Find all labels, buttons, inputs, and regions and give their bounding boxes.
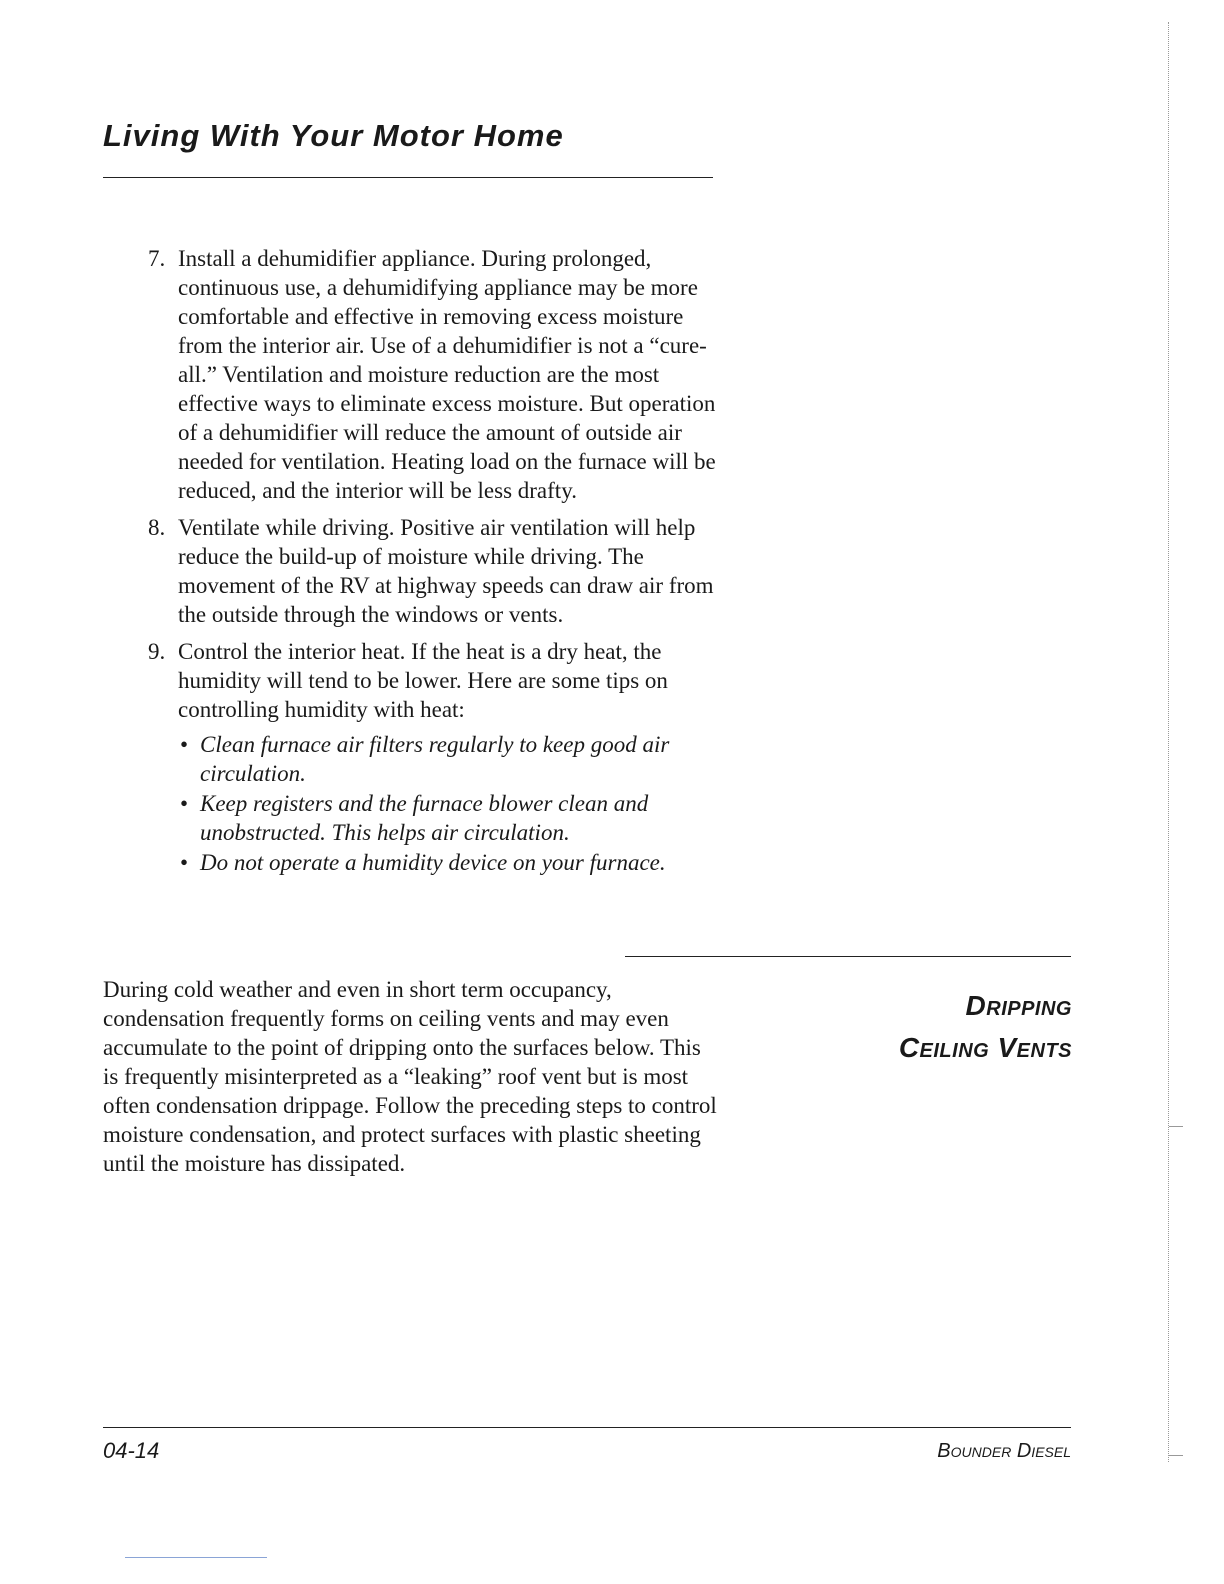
section-heading	[899, 985, 1072, 1069]
bullet-item: • Keep registers and the furnace blower clean and unobstructed. This helps air circulation.	[178, 789, 718, 847]
section-heading-line2: Ceiling Vents	[898, 1032, 1072, 1063]
manual-name: Bounder Diesel	[937, 1440, 1071, 1462]
list-item-text: Install a dehumidifier appliance. During prolonged, continuous use, a dehumidifying appliance may be more comfortable and effective in removing excess moisture from the interior air. Use of a dehumidifier is not a “cure-all.” Ventilation and moisture reduction are the most effective ways to eliminate excess moisture. But operation of a dehumidifier will reduce the amount of outside air needed for ventilation. Heating load on the furnace will be reduced, and the interior will be less drafty.	[178, 246, 716, 503]
page-number: 04-14	[103, 1438, 160, 1463]
tips-list	[148, 244, 718, 885]
list-item-text: Ventilate while driving. Positive air ventilation will help reduce the build-up of moisture while driving. The movement of the RV at highway speeds can draw air from the outside through the windows or vents.	[178, 515, 714, 627]
section-body-text: During cold weather and even in short term occupancy, condensation frequently forms on ceiling vents and may even accumulate to the point of dripping onto the surfaces below. This is frequently misinterpreted as a “leaking” roof vent but is most often condensation drippage. Follow the preceding steps to control moisture condensation, and protect surfaces with plastic sheeting until the moisture has dissipated.	[103, 977, 717, 1176]
list-item-text: Control the interior heat. If the heat is a dry heat, the humidity will tend to be lower. Here are some tips on controlling humidity with heat:	[178, 639, 668, 722]
bottom-scan-line	[125, 1557, 267, 1558]
header-divider	[103, 177, 713, 178]
list-item-number: 8.	[148, 515, 166, 540]
list-item	[148, 637, 718, 877]
margin-edge-line	[1168, 22, 1169, 1462]
bullet-item: • Clean furnace air filters regularly to keep good air circulation.	[178, 730, 718, 788]
page-header-title: Living With Your Motor Home	[103, 118, 564, 153]
bullet-item: • Do not operate a humidity device on your furnace.	[178, 848, 718, 877]
section-heading-line1: Dripping	[965, 990, 1072, 1021]
list-item	[148, 244, 718, 505]
footer-divider	[103, 1427, 1071, 1428]
margin-tick	[1169, 1455, 1183, 1456]
margin-tick	[1169, 1126, 1183, 1127]
list-item-number: 7.	[148, 246, 166, 271]
section-divider	[625, 956, 1071, 957]
list-item	[148, 513, 718, 629]
list-item-number: 9.	[148, 639, 166, 664]
heat-tips-bullets	[178, 730, 718, 877]
